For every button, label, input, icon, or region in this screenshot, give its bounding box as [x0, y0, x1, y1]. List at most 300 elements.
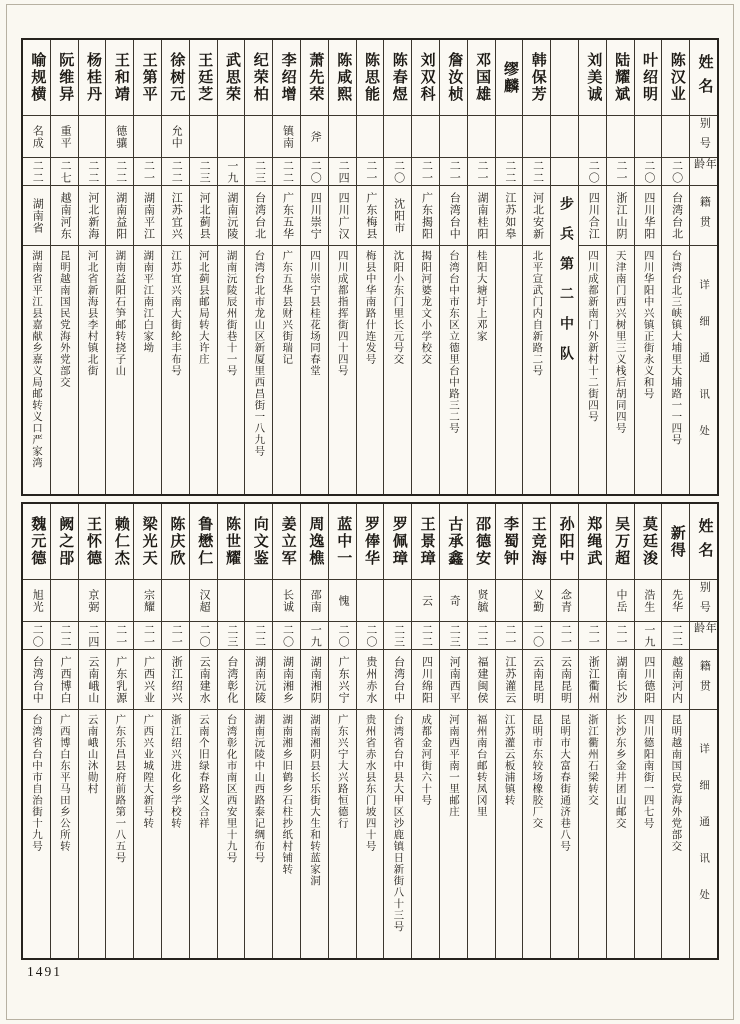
- person-column: [189, 504, 217, 958]
- person-alias: [384, 116, 411, 158]
- person-origin: [357, 186, 384, 246]
- person-alias-text: 宗耀: [142, 588, 155, 613]
- person-alias: [412, 580, 439, 622]
- person-origin-text: 四川德阳: [642, 655, 655, 704]
- person-name: [468, 40, 495, 116]
- person-name: [468, 504, 495, 580]
- person-name-text: 陆耀斌: [613, 52, 630, 103]
- person-name-text: 莫廷浚: [640, 516, 657, 567]
- person-alias-text: 镇南: [281, 124, 294, 149]
- person-address: [301, 710, 328, 958]
- person-origin: [662, 186, 689, 246]
- person-address-text: 云南峨山沐勋村: [86, 714, 98, 795]
- person-name-text: 郑绳武: [585, 516, 602, 567]
- person-address: [218, 710, 245, 958]
- person-column: [356, 504, 384, 958]
- person-age-text: 二二: [170, 159, 183, 184]
- person-name-text: 詹汝桢: [446, 52, 463, 103]
- person-address-text: 四川崇宁县桂花场同春堂: [309, 250, 320, 377]
- person-address: [134, 246, 161, 494]
- person-alias: [190, 580, 217, 622]
- person-alias: [23, 116, 50, 158]
- person-name: [384, 504, 411, 580]
- person-name: [607, 504, 634, 580]
- person-alias-text: 先华: [670, 588, 683, 613]
- person-address: [384, 710, 411, 958]
- person-alias-text: 允中: [170, 124, 183, 149]
- person-age-text: 二一: [559, 623, 572, 648]
- person-address-text: 揭阳河婆龙文小学校交: [420, 250, 432, 365]
- person-column: [272, 504, 300, 958]
- person-name-text: 刘美诚: [585, 52, 602, 103]
- person-name: [329, 40, 356, 116]
- person-name-text: 阙之郘: [57, 516, 74, 567]
- person-address-text: 广东五华县财兴街瑞记: [281, 250, 293, 365]
- person-column: [189, 40, 217, 494]
- person-name-text: 陈思能: [362, 52, 379, 103]
- person-origin: [106, 186, 133, 246]
- person-origin-text: 湖南平江: [142, 191, 155, 240]
- person-address-text: 贵州省赤水县东门坡四十号: [364, 714, 376, 852]
- person-alias: [579, 580, 606, 622]
- person-origin-text: 湖南湘乡: [281, 655, 294, 704]
- section-empty-name: [551, 40, 578, 116]
- person-age-text: 二一: [142, 159, 155, 184]
- person-name-text: 王怀德: [85, 516, 102, 567]
- person-name: [218, 40, 245, 116]
- person-address: [579, 710, 606, 958]
- person-name: [51, 40, 78, 116]
- header-origin-label-text: 籍贯: [698, 659, 711, 700]
- person-name: [412, 40, 439, 116]
- person-column: [105, 504, 133, 958]
- person-alias-text: 贤毓: [476, 588, 489, 613]
- person-name: [23, 504, 50, 580]
- person-address-text: 广东兴宁大兴路恒德行: [336, 714, 348, 829]
- person-age-text: 二二: [503, 159, 516, 184]
- person-origin-text: 福建闽侯: [476, 655, 489, 704]
- person-column: [105, 40, 133, 494]
- person-origin-text: 台湾台中: [31, 655, 44, 704]
- person-alias-text: 愧: [337, 594, 350, 607]
- person-name-text: 鲁懋仁: [196, 516, 213, 567]
- person-origin-text: 河北新海: [86, 191, 99, 240]
- person-origin: [245, 186, 272, 246]
- person-origin-text: 越南河东: [59, 191, 72, 240]
- person-alias: [162, 116, 189, 158]
- person-address-text: 台湾省台中县大甲区沙鹿镇日新街八十三号: [392, 714, 404, 933]
- person-name: [245, 504, 272, 580]
- person-age-text: 二一: [364, 159, 377, 184]
- person-age: [523, 622, 550, 650]
- person-address: [635, 710, 662, 958]
- person-origin-text: 广东乳源: [114, 655, 127, 704]
- person-column: [244, 504, 272, 958]
- person-column: [439, 40, 467, 494]
- person-origin: [551, 650, 578, 710]
- person-origin-text: 河南西平: [448, 655, 461, 704]
- person-alias-text: 中岳: [615, 588, 628, 613]
- person-origin: [384, 186, 411, 246]
- person-origin: [607, 186, 634, 246]
- person-address: [523, 246, 550, 494]
- person-age: [79, 158, 106, 186]
- person-name-text: 刘双科: [418, 52, 435, 103]
- person-name: [496, 40, 523, 116]
- person-alias: [79, 580, 106, 622]
- person-name-text: 王廷芝: [196, 52, 213, 103]
- person-origin-text: 江苏灌云: [503, 655, 516, 704]
- person-name: [162, 40, 189, 116]
- person-column: [495, 504, 523, 958]
- person-column: [439, 504, 467, 958]
- person-address: [23, 710, 50, 958]
- person-name-text: 韩保芳: [529, 52, 546, 103]
- section-empty-age: [551, 158, 578, 186]
- person-origin-text: 广西兴业: [142, 655, 155, 704]
- person-address-text: 台湾台北市龙山区新厦里西昌街一八九号: [253, 250, 265, 457]
- person-alias: [218, 116, 245, 158]
- person-address-text: 昆明越南国民党海外党部交: [670, 714, 682, 852]
- person-age: [607, 158, 634, 186]
- person-address: [384, 246, 411, 494]
- person-address: [162, 246, 189, 494]
- person-origin: [106, 650, 133, 710]
- person-name: [301, 40, 328, 116]
- person-name-text: 阮维异: [57, 52, 74, 103]
- person-address-text: 长沙东乡金井团山邮交: [614, 714, 626, 829]
- person-age: [106, 622, 133, 650]
- person-alias-text: 斧: [309, 130, 322, 143]
- person-column: [50, 504, 78, 958]
- person-name-text: 陈咸熙: [335, 52, 352, 103]
- person-column: [467, 504, 495, 958]
- person-address: [162, 710, 189, 958]
- header-alias-label: [690, 116, 717, 158]
- person-address: [190, 246, 217, 494]
- person-column: [383, 40, 411, 494]
- person-name-text: 赖仁杰: [112, 516, 129, 567]
- person-age: [357, 622, 384, 650]
- header-origin-label: [690, 186, 717, 246]
- person-origin: [273, 186, 300, 246]
- person-name-text: 邓国雄: [474, 52, 491, 103]
- person-age: [384, 622, 411, 650]
- person-origin: [51, 186, 78, 246]
- person-name: [551, 504, 578, 580]
- person-column: [634, 40, 662, 494]
- person-origin: [134, 186, 161, 246]
- person-address: [329, 246, 356, 494]
- person-alias: [357, 580, 384, 622]
- person-name: [496, 504, 523, 580]
- header-origin-label: [690, 650, 717, 710]
- person-name: [106, 504, 133, 580]
- person-name-text: 孙阳中: [557, 516, 574, 567]
- person-age-text: 二一: [170, 623, 183, 648]
- person-name: [662, 40, 689, 116]
- person-origin: [412, 186, 439, 246]
- person-column: [383, 504, 411, 958]
- person-age-text: 二三: [225, 623, 238, 648]
- person-column: [661, 504, 689, 958]
- person-origin-text: 台湾彰化: [225, 655, 238, 704]
- person-alias: [468, 116, 495, 158]
- person-alias: [523, 580, 550, 622]
- person-name-text: 王和靖: [112, 52, 129, 103]
- person-origin-text: 湖南湘阴: [309, 655, 322, 704]
- person-column: [50, 40, 78, 494]
- person-address: [329, 710, 356, 958]
- person-origin: [301, 650, 328, 710]
- person-column: [78, 40, 106, 494]
- person-column: [328, 40, 356, 494]
- person-name-text: 萧先荣: [307, 52, 324, 103]
- person-name-text: 梁光天: [140, 516, 157, 567]
- header-name-label-text: 姓名: [696, 53, 713, 102]
- person-alias: [662, 580, 689, 622]
- column-headers: [689, 504, 717, 958]
- person-name: [662, 504, 689, 580]
- header-alias-label-text: 别号: [698, 116, 711, 157]
- section-label-text: 步兵第二中队: [558, 196, 574, 376]
- person-name-text: 王景璋: [418, 516, 435, 567]
- person-age-text: 二一: [114, 623, 127, 648]
- person-column: [328, 504, 356, 958]
- person-name-text: 陈庆欣: [168, 516, 185, 567]
- person-address-text: 广西博白东平马田乡公所转: [58, 714, 70, 852]
- person-name-text: 陈世耀: [224, 516, 240, 567]
- person-age-text: 二四: [337, 159, 350, 184]
- person-address-text: 台湾台中市东区立德里台中路三二号: [447, 250, 459, 434]
- person-address: [440, 246, 467, 494]
- person-origin: [162, 650, 189, 710]
- person-alias-text: 长诚: [281, 588, 294, 613]
- person-name: [79, 504, 106, 580]
- person-origin: [51, 650, 78, 710]
- person-name-text: 纪荣柏: [251, 52, 268, 103]
- person-column: [550, 504, 578, 958]
- person-age-text: 二四: [86, 623, 99, 648]
- person-address: [245, 246, 272, 494]
- person-column: [133, 504, 161, 958]
- person-origin: [412, 650, 439, 710]
- person-age-text: 二三: [198, 159, 211, 184]
- header-address-label-text: 详细通讯处: [698, 742, 710, 926]
- person-age-text: 二一: [142, 623, 155, 648]
- person-alias: [245, 116, 272, 158]
- person-age-text: 二三: [448, 623, 461, 648]
- person-address: [301, 246, 328, 494]
- person-alias: [134, 116, 161, 158]
- person-address-text: 四川华阳中兴镇正街永义和号: [642, 250, 654, 400]
- person-alias-text: 德骧: [114, 124, 127, 149]
- person-column: [133, 40, 161, 494]
- person-alias: [635, 580, 662, 622]
- person-name: [384, 40, 411, 116]
- person-origin-text: 四川华阳: [642, 191, 655, 240]
- person-name: [440, 504, 467, 580]
- person-column: [244, 40, 272, 494]
- person-age: [523, 158, 550, 186]
- person-origin-text: 云南昆明: [531, 655, 544, 704]
- person-address-text: 四川成都新南门外新村十二街四号: [586, 250, 598, 423]
- person-name: [218, 504, 245, 580]
- person-column: [217, 504, 245, 958]
- person-name: [635, 40, 662, 116]
- person-origin-text: 湖南长沙: [615, 655, 628, 704]
- person-address-text: 四川成都指挥街四十四号: [336, 250, 348, 377]
- person-alias: [106, 116, 133, 158]
- person-age-text: 二〇: [281, 623, 294, 648]
- header-address-label-text: 详细通讯处: [698, 278, 710, 462]
- person-column: [411, 40, 439, 494]
- person-age-text: 二二: [281, 159, 294, 184]
- person-address-text: 湖南湘乡旧鹤乡石柱抄纸村铺转: [281, 714, 293, 875]
- person-address-text: 江苏灌云板浦镇转: [503, 714, 515, 806]
- person-address: [23, 246, 50, 494]
- person-origin: [162, 186, 189, 246]
- person-address: [496, 246, 523, 494]
- person-address-text: 河北省新海县李村镇北街: [86, 250, 98, 377]
- person-origin: [607, 650, 634, 710]
- person-name: [273, 40, 300, 116]
- person-name-text: 杨桂丹: [85, 52, 102, 103]
- person-origin-text: 广西博白: [59, 655, 72, 704]
- person-name-text: 罗俸华: [362, 516, 379, 567]
- person-origin-text: 广东梅县: [364, 191, 377, 240]
- person-age: [412, 158, 439, 186]
- person-origin: [579, 650, 606, 710]
- person-column: [467, 40, 495, 494]
- person-age-text: 二二: [59, 623, 72, 648]
- person-name: [190, 40, 217, 116]
- section-empty-alias: [551, 116, 578, 158]
- person-alias: [79, 116, 106, 158]
- person-alias: [384, 580, 411, 622]
- person-address-text: 河北蓟县邮局转大许庄: [197, 250, 209, 365]
- person-alias: [357, 116, 384, 158]
- person-name: [635, 504, 662, 580]
- person-name-text: 向文鉴: [251, 516, 268, 567]
- person-alias: [329, 116, 356, 158]
- person-alias: [607, 116, 634, 158]
- person-age: [662, 158, 689, 186]
- person-address-text: 台湾台北三峡镇大埔里大埔路一一四号: [670, 250, 682, 446]
- header-address-label: [690, 246, 717, 494]
- person-origin: [496, 186, 523, 246]
- person-name: [162, 504, 189, 580]
- roster-table-top: [21, 38, 719, 496]
- person-origin-text: 浙江山阴: [615, 191, 628, 240]
- person-age: [106, 158, 133, 186]
- person-address: [607, 246, 634, 494]
- person-name-text: 陈汉业: [668, 52, 685, 103]
- person-column: [578, 504, 606, 958]
- person-name: [523, 504, 550, 580]
- person-name: [579, 504, 606, 580]
- person-age-text: 二三: [253, 159, 266, 184]
- person-address-text: 台湾彰化市南区西安里十九号: [225, 714, 237, 864]
- person-origin: [357, 650, 384, 710]
- person-origin-text: 越南河内: [670, 655, 683, 704]
- person-age: [496, 158, 523, 186]
- person-name: [607, 40, 634, 116]
- person-name: [23, 40, 50, 116]
- person-origin: [23, 650, 50, 710]
- person-age-text: 二〇: [531, 623, 544, 648]
- person-age-text: 二二: [114, 159, 127, 184]
- person-alias: [301, 580, 328, 622]
- person-age: [162, 622, 189, 650]
- person-name: [357, 504, 384, 580]
- person-age: [496, 622, 523, 650]
- person-age: [190, 158, 217, 186]
- person-name: [523, 40, 550, 116]
- person-name: [190, 504, 217, 580]
- person-alias: [134, 580, 161, 622]
- person-address: [579, 246, 606, 494]
- person-age: [468, 622, 495, 650]
- person-age-text: 二〇: [198, 623, 211, 648]
- person-origin-text: 四川绵阳: [420, 655, 433, 704]
- person-age: [51, 158, 78, 186]
- person-name: [301, 504, 328, 580]
- person-address: [79, 710, 106, 958]
- person-alias: [662, 116, 689, 158]
- person-origin-text: 江苏宜兴: [170, 191, 183, 240]
- person-age-text: 二一: [587, 623, 600, 648]
- person-age: [218, 158, 245, 186]
- person-origin-text: 广东五华: [281, 191, 294, 240]
- person-alias: [301, 116, 328, 158]
- person-column: [23, 504, 50, 958]
- header-name-label: [690, 40, 717, 116]
- person-age: [635, 158, 662, 186]
- person-address-text: 广东乐昌县府前路第一八五号: [114, 714, 126, 864]
- person-address: [218, 246, 245, 494]
- person-address-text: 广西兴业城隍大新号转: [142, 714, 154, 829]
- person-origin: [523, 186, 550, 246]
- person-column: [300, 504, 328, 958]
- person-name-text: 陈春煜: [390, 52, 407, 103]
- person-name: [273, 504, 300, 580]
- person-origin-text: 湖南益阳: [114, 191, 127, 240]
- person-age-text: 二〇: [364, 623, 377, 648]
- person-age: [384, 158, 411, 186]
- person-alias-text: 旭光: [31, 588, 44, 613]
- person-age-text: 二二: [253, 623, 266, 648]
- person-address: [607, 710, 634, 958]
- person-origin: [273, 650, 300, 710]
- person-address-text: 湖南湘阴县长乐街大生和转蓝家洞: [309, 714, 320, 887]
- person-alias: [162, 580, 189, 622]
- person-age: [579, 158, 606, 186]
- person-alias-text: 浩生: [642, 588, 655, 613]
- person-name: [440, 40, 467, 116]
- page-number: 1491: [27, 964, 62, 979]
- header-address-label: [690, 710, 717, 958]
- person-address-text: 江苏宜兴南大街纶丰布号: [170, 250, 182, 377]
- person-alias: [51, 116, 78, 158]
- person-origin: [468, 650, 495, 710]
- person-origin: [23, 186, 50, 246]
- person-alias-text: 奇: [448, 594, 461, 607]
- person-age-text: 二〇: [642, 159, 655, 184]
- person-column: [661, 40, 689, 494]
- person-alias: [523, 116, 550, 158]
- person-alias: [579, 116, 606, 158]
